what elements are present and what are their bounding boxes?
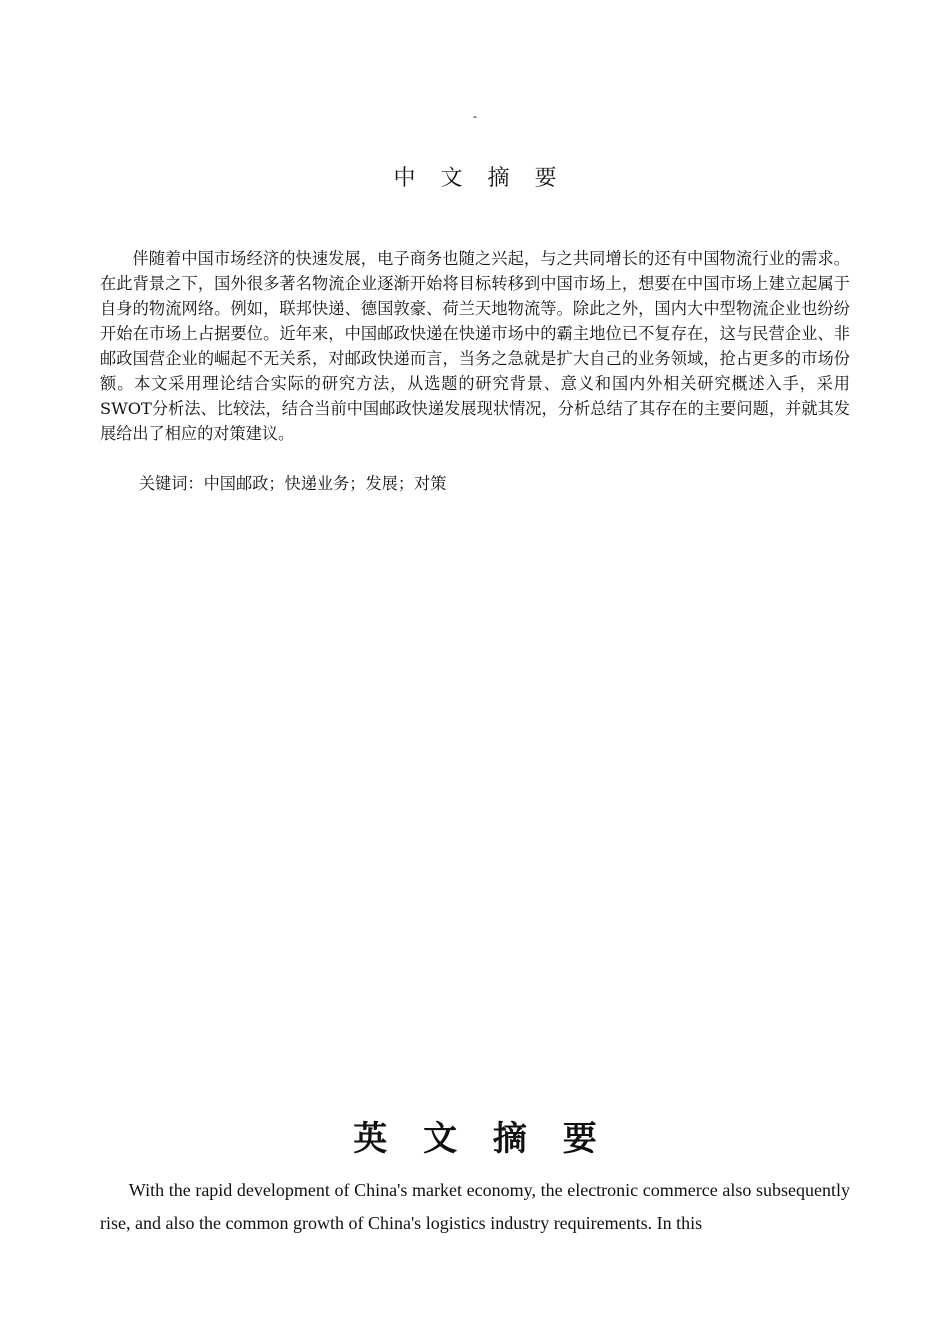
english-abstract-body: With the rapid development of China's market economy, the electronic commerce also subsequently rise, and also the common growth of China's logistics industry requirements. In this	[100, 1180, 850, 1233]
chinese-keywords: 关键词：中国邮政；快递业务；发展；对策	[138, 474, 447, 493]
english-abstract-title: 英 文 摘 要	[353, 1119, 609, 1159]
chinese-abstract-body: 伴随着中国市场经济的快速发展，电子商务也随之兴起，与之共同增长的还有中国物流行业的需求。在此背景之下，国外很多著名物流企业逐渐开始将目标转移到中国市场上，想要在中国市场上建立起属于自身的物流网络。例如，联邦快递、德国敦豪、荷兰天地物流等。除此之外，国内大中型物流企业也纷纷开始在市场上占据要位。近年来，中国邮政快递在快递市场中的霸主地位已不复存在，这与民营企业、非邮政国营企业的崛起不无关系，对邮政快递而言，当务之急就是扩大自己的业务领域，抢占更多的市场份额。本文采用理论结合实际的研究方法，从选题的研究背景、意义和国内外相关研究概述入手，采用SWOT分析法、比较法，结合当前中国邮政快递发展现状情况，分析总结了其存在的主要问题，并就其发展给出了相应的对策建议。	[100, 249, 850, 443]
chinese-abstract-title: 中 文 摘 要	[393, 166, 566, 191]
page-header-mark: -	[473, 109, 477, 123]
